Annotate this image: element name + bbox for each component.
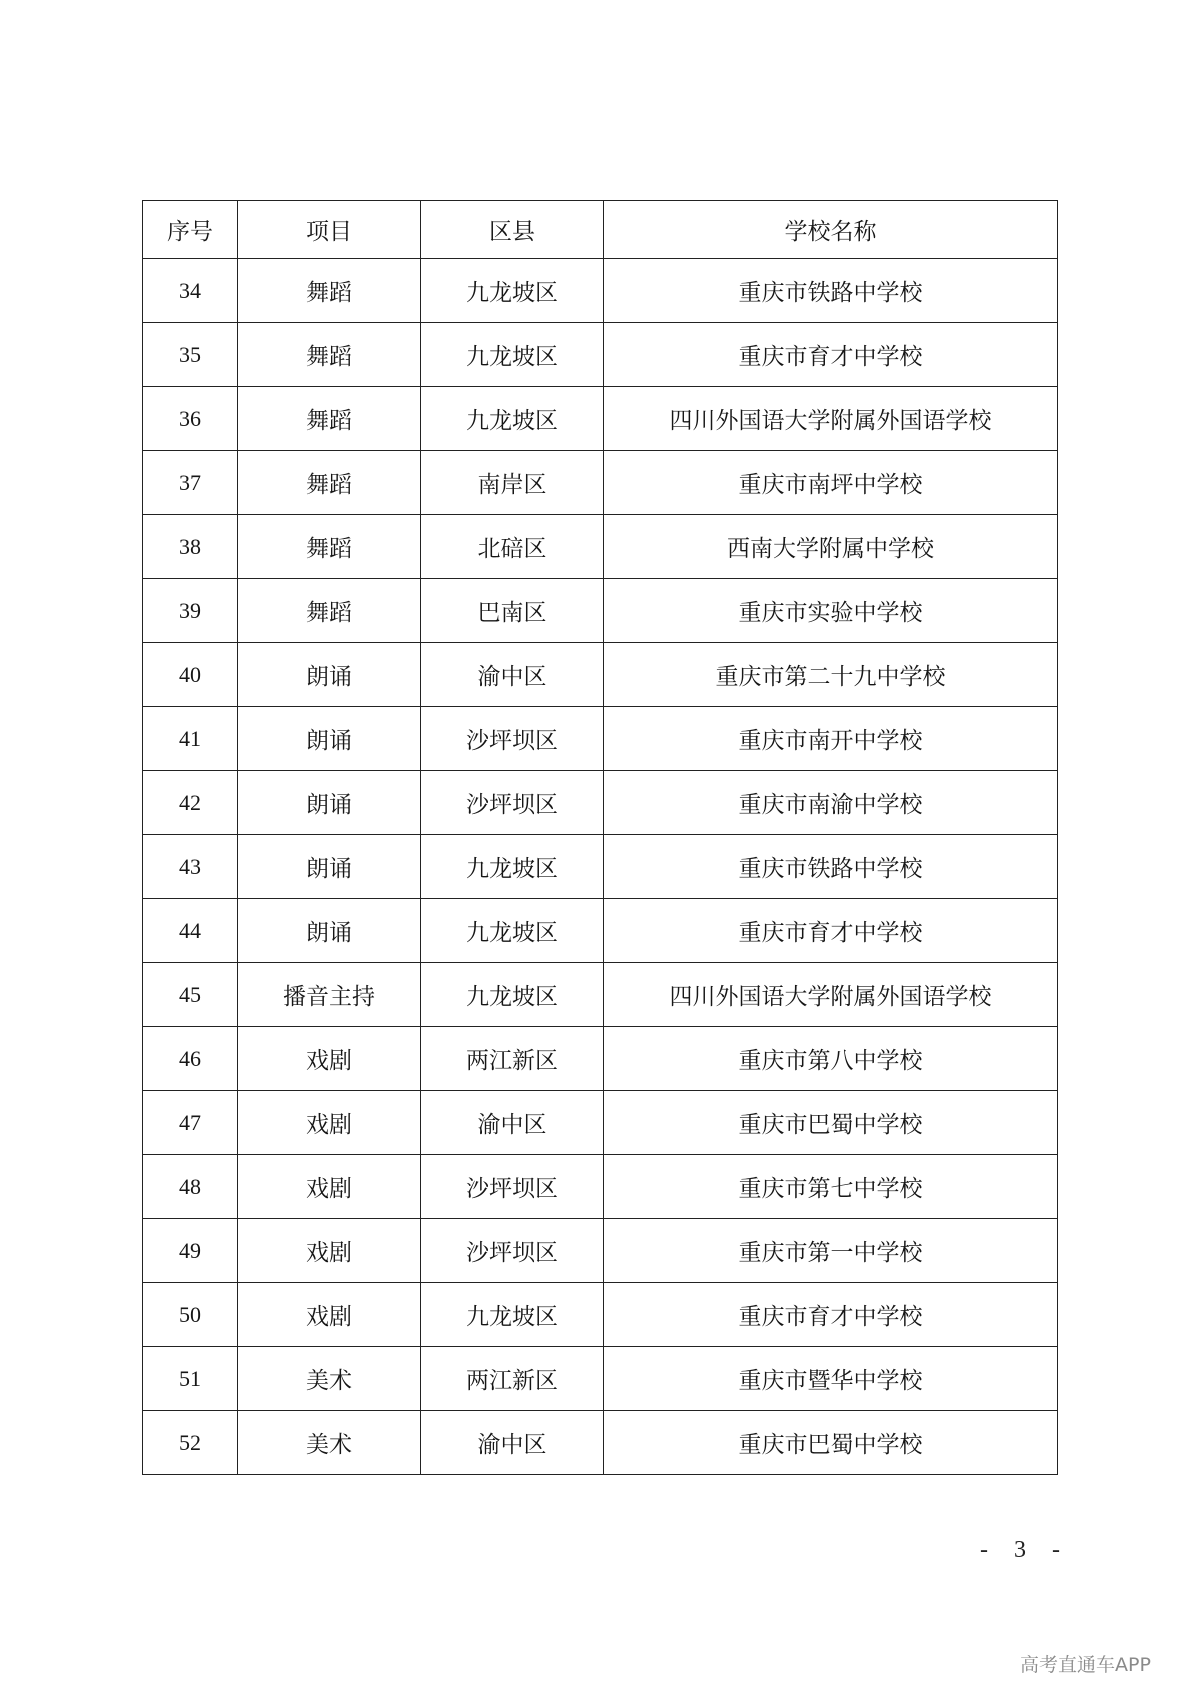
- cell-serial: 42: [143, 771, 238, 835]
- cell-serial: 34: [143, 259, 238, 323]
- cell-serial: 40: [143, 643, 238, 707]
- cell-school-name: 重庆市育才中学校: [604, 323, 1058, 387]
- cell-category: 舞蹈: [238, 259, 421, 323]
- table-row: [143, 835, 1058, 899]
- cell-district: 九龙坡区: [421, 1283, 604, 1347]
- cell-serial: 45: [143, 963, 238, 1027]
- table-row: [143, 387, 1058, 451]
- table-row: [143, 323, 1058, 387]
- table-row: [143, 515, 1058, 579]
- table-row: [143, 643, 1058, 707]
- cell-serial: 35: [143, 323, 238, 387]
- cell-district: 两江新区: [421, 1347, 604, 1411]
- cell-serial: 49: [143, 1219, 238, 1283]
- cell-category: 戏剧: [238, 1219, 421, 1283]
- cell-district: 九龙坡区: [421, 323, 604, 387]
- cell-district: 沙坪坝区: [421, 707, 604, 771]
- cell-category: 戏剧: [238, 1091, 421, 1155]
- cell-serial: 36: [143, 387, 238, 451]
- cell-school-name: 重庆市铁路中学校: [604, 259, 1058, 323]
- header-school-name: 学校名称: [604, 201, 1058, 259]
- cell-category: 美术: [238, 1347, 421, 1411]
- cell-district: 沙坪坝区: [421, 771, 604, 835]
- table-row: [143, 707, 1058, 771]
- cell-school-name: 重庆市第八中学校: [604, 1027, 1058, 1091]
- table-row: [143, 1347, 1058, 1411]
- cell-serial: 48: [143, 1155, 238, 1219]
- header-serial: 序号: [143, 201, 238, 259]
- cell-district: 九龙坡区: [421, 387, 604, 451]
- cell-district: 九龙坡区: [421, 963, 604, 1027]
- cell-district: 巴南区: [421, 579, 604, 643]
- cell-category: 舞蹈: [238, 451, 421, 515]
- cell-category: 舞蹈: [238, 579, 421, 643]
- cell-category: 朗诵: [238, 771, 421, 835]
- cell-category: 戏剧: [238, 1027, 421, 1091]
- cell-school-name: 重庆市育才中学校: [604, 1283, 1058, 1347]
- cell-school-name: 重庆市育才中学校: [604, 899, 1058, 963]
- cell-serial: 52: [143, 1411, 238, 1475]
- cell-category: 舞蹈: [238, 387, 421, 451]
- cell-school-name: 重庆市南开中学校: [604, 707, 1058, 771]
- table-body: [143, 259, 1058, 1475]
- cell-district: 沙坪坝区: [421, 1155, 604, 1219]
- page-number: - 3 -: [980, 1537, 1070, 1563]
- cell-serial: 43: [143, 835, 238, 899]
- cell-serial: 39: [143, 579, 238, 643]
- cell-district: 渝中区: [421, 643, 604, 707]
- table-row: [143, 771, 1058, 835]
- cell-category: 戏剧: [238, 1155, 421, 1219]
- cell-serial: 46: [143, 1027, 238, 1091]
- cell-school-name: 重庆市实验中学校: [604, 579, 1058, 643]
- table-row: [143, 1155, 1058, 1219]
- cell-school-name: 重庆市第七中学校: [604, 1155, 1058, 1219]
- table-header: [143, 201, 1058, 259]
- cell-school-name: 重庆市暨华中学校: [604, 1347, 1058, 1411]
- table-row: [143, 1411, 1058, 1475]
- cell-category: 舞蹈: [238, 323, 421, 387]
- cell-school-name: 重庆市南坪中学校: [604, 451, 1058, 515]
- cell-school-name: 四川外国语大学附属外国语学校: [604, 387, 1058, 451]
- cell-school-name: 重庆市巴蜀中学校: [604, 1091, 1058, 1155]
- cell-district: 九龙坡区: [421, 259, 604, 323]
- cell-district: 九龙坡区: [421, 899, 604, 963]
- cell-category: 朗诵: [238, 643, 421, 707]
- school-list-table: [142, 200, 1058, 1475]
- table-row: [143, 1283, 1058, 1347]
- table-row: [143, 899, 1058, 963]
- watermark: 高考直通车APP: [1020, 1654, 1151, 1676]
- header-row: [143, 201, 1058, 259]
- cell-category: 戏剧: [238, 1283, 421, 1347]
- cell-serial: 47: [143, 1091, 238, 1155]
- cell-category: 播音主持: [238, 963, 421, 1027]
- cell-district: 两江新区: [421, 1027, 604, 1091]
- cell-serial: 51: [143, 1347, 238, 1411]
- header-category: 项目: [238, 201, 421, 259]
- table-row: [143, 579, 1058, 643]
- cell-serial: 44: [143, 899, 238, 963]
- cell-category: 朗诵: [238, 899, 421, 963]
- header-district: 区县: [421, 201, 604, 259]
- cell-school-name: 重庆市南渝中学校: [604, 771, 1058, 835]
- cell-school-name: 重庆市巴蜀中学校: [604, 1411, 1058, 1475]
- cell-school-name: 西南大学附属中学校: [604, 515, 1058, 579]
- cell-category: 朗诵: [238, 707, 421, 771]
- table-row: [143, 1091, 1058, 1155]
- cell-serial: 50: [143, 1283, 238, 1347]
- cell-district: 沙坪坝区: [421, 1219, 604, 1283]
- cell-category: 舞蹈: [238, 515, 421, 579]
- cell-category: 美术: [238, 1411, 421, 1475]
- cell-serial: 41: [143, 707, 238, 771]
- cell-school-name: 重庆市第二十九中学校: [604, 643, 1058, 707]
- cell-serial: 37: [143, 451, 238, 515]
- table-row: [143, 259, 1058, 323]
- table-row: [143, 451, 1058, 515]
- cell-school-name: 重庆市铁路中学校: [604, 835, 1058, 899]
- cell-district: 渝中区: [421, 1091, 604, 1155]
- cell-district: 南岸区: [421, 451, 604, 515]
- cell-district: 九龙坡区: [421, 835, 604, 899]
- cell-district: 北碚区: [421, 515, 604, 579]
- cell-serial: 38: [143, 515, 238, 579]
- cell-category: 朗诵: [238, 835, 421, 899]
- cell-district: 渝中区: [421, 1411, 604, 1475]
- cell-school-name: 四川外国语大学附属外国语学校: [604, 963, 1058, 1027]
- table-row: [143, 963, 1058, 1027]
- cell-school-name: 重庆市第一中学校: [604, 1219, 1058, 1283]
- table-row: [143, 1027, 1058, 1091]
- table-row: [143, 1219, 1058, 1283]
